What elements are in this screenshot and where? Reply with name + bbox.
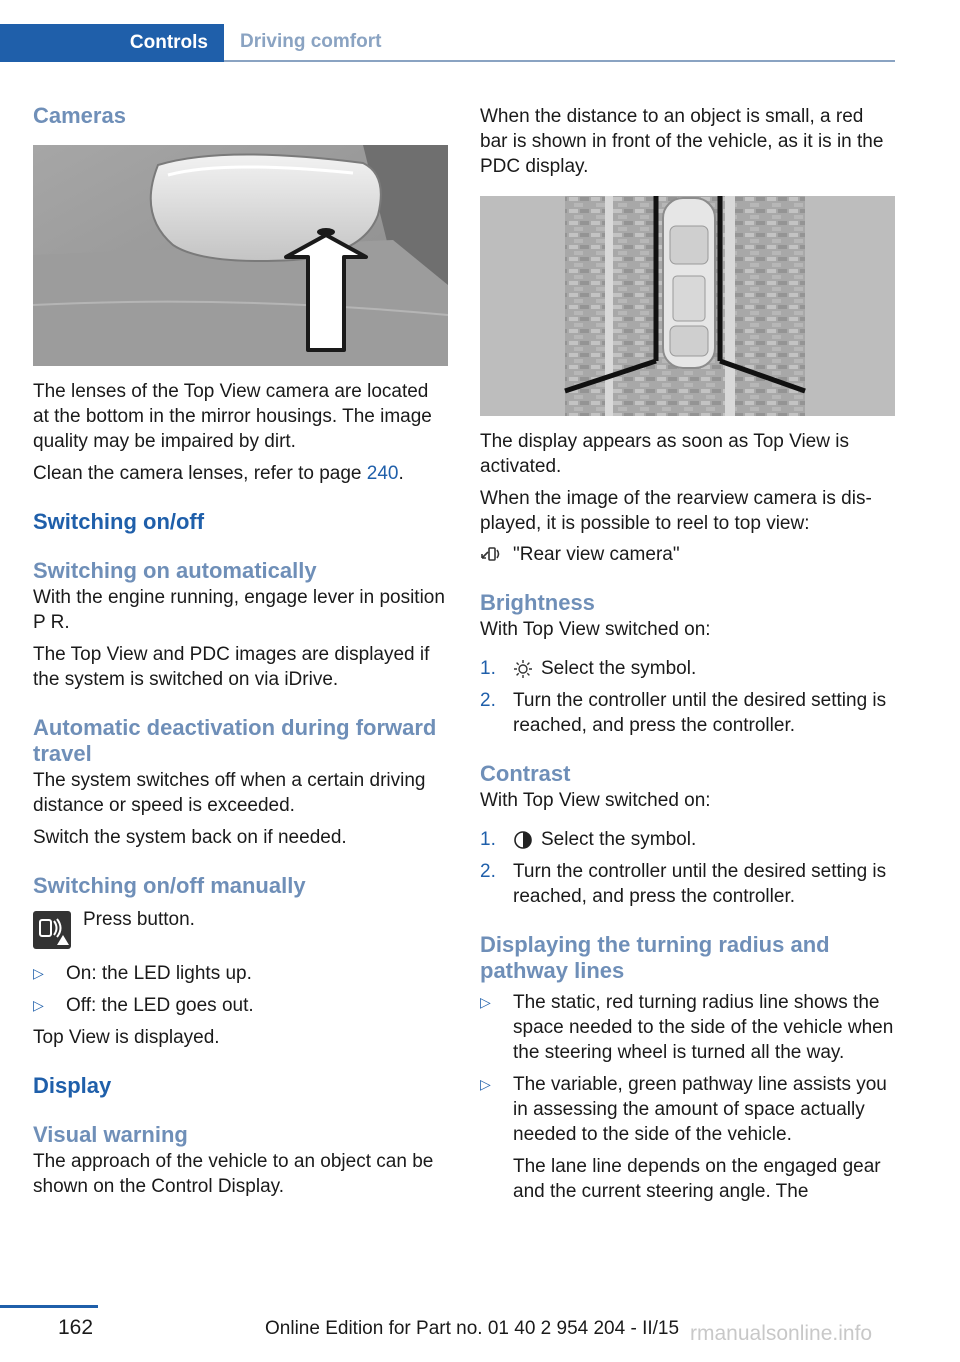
press-button-text: Press button. [83, 909, 195, 930]
distance-text: When the distance to an object is small, a red bar is shown in front of the vehicle, as it is in the PDC display. [480, 106, 884, 177]
header-rule [224, 60, 895, 62]
bullet-text: The variable, green pathway line assists you in assessing the amount of space actually needed to the side of the vehicle. [513, 1074, 887, 1145]
triangle-bullet-icon: ▷ [480, 1076, 491, 1092]
step-text: Select the symbol. [541, 658, 697, 679]
step-text: Select the symbol. [541, 829, 697, 850]
manual-bullet-list [33, 961, 448, 1018]
switch-back-text: Switch the system back on if needed. [33, 827, 347, 848]
lane-line-text: The lane line depends on the engaged gear and the current steering angle. The [513, 1156, 881, 1202]
press-button-row [33, 907, 448, 953]
brightness-icon [513, 659, 533, 679]
edition-text: Online Edition for Part no. 01 40 2 954 204 - II/15 [265, 1318, 680, 1339]
clean-text [33, 461, 448, 486]
auto-deactivation-heading: Automatic deactivation during forward travel [33, 715, 437, 766]
display-heading: Display [33, 1073, 112, 1098]
list-item [33, 961, 448, 986]
list-item [480, 827, 895, 852]
bullet-text: Off: the LED goes out. [66, 995, 254, 1016]
rear-view-camera-label: "Rear view camera" [513, 544, 680, 565]
left-column [33, 100, 448, 1199]
visual-warning-text: The approach of the vehicle to an object can be shown on the Control Display. [33, 1151, 434, 1197]
step-number: 1. [480, 829, 496, 850]
rear-view-row [480, 542, 895, 567]
right-column [480, 100, 895, 1204]
page-link-240[interactable]: 240 [366, 463, 399, 484]
step-text: Turn the controller until the desired setting is reached, and press the controller. [513, 861, 887, 907]
brightness-steps [480, 656, 895, 738]
list-item [480, 990, 895, 1065]
page-number: 162 [58, 1316, 94, 1339]
auto-on-heading: Switching on automatically [33, 558, 317, 583]
clean-text-before: Clean the camera lenses, refer to page [33, 463, 367, 484]
auto-deactivation-text: The system switches off when a certain driving distance or speed is exceeded. [33, 770, 426, 816]
contrast-icon [513, 830, 533, 850]
manual-heading: Switching on/off manually [33, 873, 306, 898]
list-item [480, 688, 895, 738]
step-number: 2. [480, 861, 496, 882]
lenses-text: The lenses of the Top View camera are located at the bottom in the mirror housings. The image quality may be impaired by dirt. [33, 381, 432, 452]
footer-rule [0, 1305, 98, 1308]
auto-on-text: With the engine running, engage lever in position P R. [33, 587, 445, 633]
step-number: 1. [480, 658, 496, 679]
brightness-heading: Brightness [480, 590, 595, 615]
step-number: 2. [480, 690, 496, 711]
contrast-heading: Contrast [480, 761, 571, 786]
clean-text-after: . [398, 463, 404, 484]
cameras-heading: Cameras [33, 103, 126, 128]
list-item [33, 993, 448, 1018]
turning-radius-heading: Displaying the turning radius and pathway lines [480, 932, 830, 983]
list-item [480, 859, 895, 909]
contrast-intro: With Top View switched on: [480, 790, 711, 811]
tab-driving-comfort[interactable]: Driving comfort [240, 31, 382, 52]
displayed-text: The Top View and PDC images are displayed if the system is switched on via iDrive. [33, 644, 430, 690]
top-view-button-icon [33, 911, 71, 949]
bullet-text: On: the LED lights up. [66, 963, 252, 984]
triangle-bullet-icon: ▷ [480, 994, 491, 1010]
brightness-intro: With Top View switched on: [480, 619, 711, 640]
topview-displayed-text: Top View is displayed. [33, 1027, 220, 1048]
list-item [480, 1072, 895, 1147]
display-appears-text: The display appears as soon as Top View is activated. [480, 431, 849, 477]
rearview-text: When the image of the rearview camera is displayed, it is possible to reel to top view: [480, 488, 872, 534]
mirror-camera-figure [33, 145, 448, 366]
step-text: Turn the controller until the desired setting is reached, and press the controller. [513, 690, 887, 736]
tab-controls[interactable]: Controls [0, 24, 224, 62]
top-view-figure [480, 196, 895, 416]
bullet-text: The static, red turning radius line shows the space needed to the side of the vehicle when the steering wheel is turned all the way. [513, 992, 894, 1063]
header-tabbar [0, 24, 895, 62]
contrast-steps [480, 827, 895, 909]
list-item [480, 656, 895, 681]
triangle-bullet-icon: ▷ [33, 965, 44, 981]
turning-bullet-list [480, 990, 895, 1147]
switching-heading: Switching on/off [33, 509, 205, 534]
triangle-bullet-icon: ▷ [33, 997, 44, 1013]
visual-warning-heading: Visual warning [33, 1122, 188, 1147]
watermark-text: rmanualsonline.info [690, 1322, 873, 1345]
rear-view-camera-icon [480, 545, 502, 565]
